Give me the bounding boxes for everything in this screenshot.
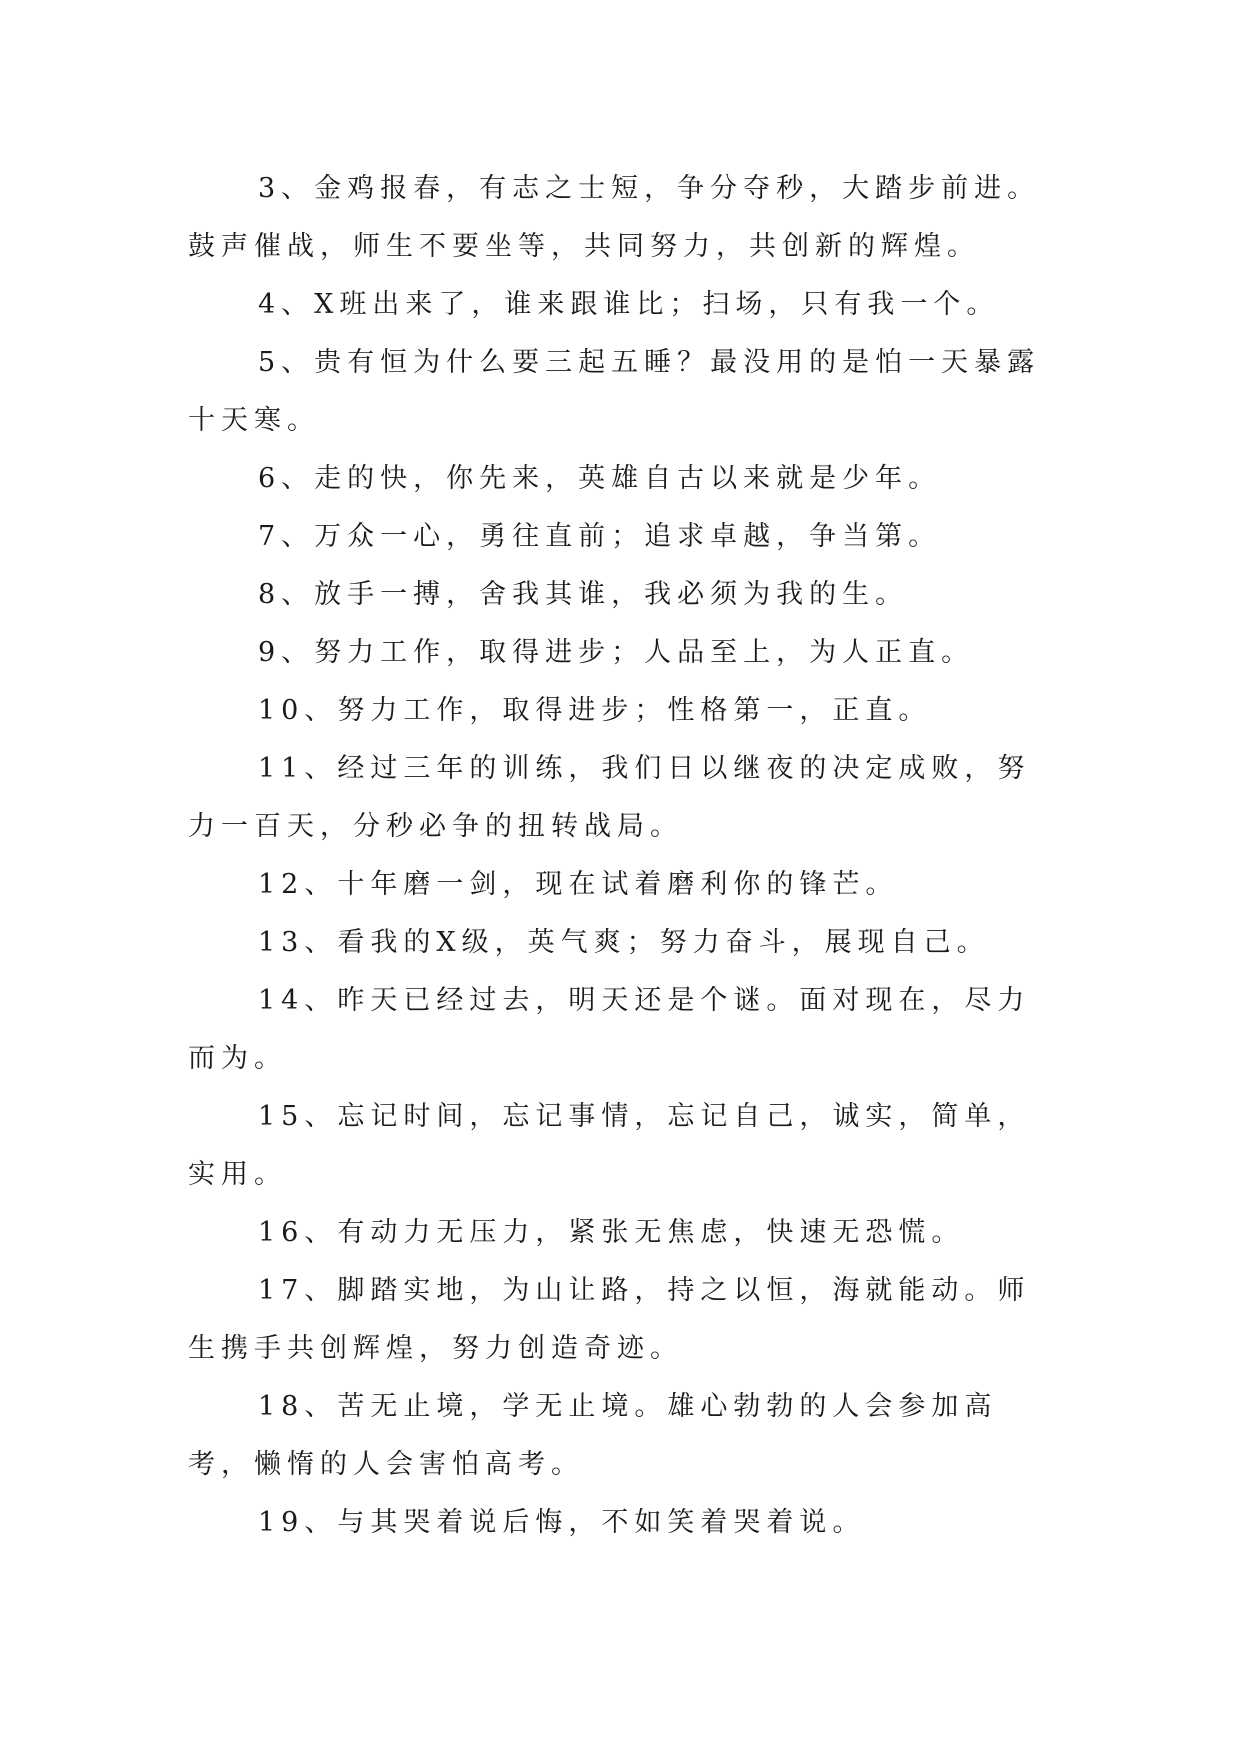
paragraph-4: 4、X班出来了，谁来跟谁比；扫场，只有我一个。 [258, 289, 1000, 320]
paragraph-18: 18、苦无止境，学无止境。雄心勃勃的人会参加高考，懒惰的人会害怕高考。 [188, 1391, 998, 1480]
paragraph-6: 6、走的快，你先来，英雄自古以来就是少年。 [258, 463, 942, 494]
paragraph-5: 5、贵有恒为什么要三起五睡？最没用的是怕一天暴露十天寒。 [188, 347, 1041, 436]
paragraph-19: 19、与其哭着说后悔，不如笑着哭着说。 [258, 1507, 866, 1538]
paragraph-11: 11、经过三年的训练，我们日以继夜的决定成败，努力一百天，分秒必争的扭转战局。 [188, 753, 1031, 842]
paragraph-10: 10、努力工作，取得进步；性格第一，正直。 [258, 695, 932, 726]
paragraph-9: 9、努力工作，取得进步；人品至上，为人正直。 [258, 637, 975, 668]
paragraph-8: 8、放手一搏，舍我其谁，我必须为我的生。 [258, 579, 909, 610]
paragraph-13: 13、看我的X级，英气爽；努力奋斗，展现自己。 [258, 927, 990, 958]
paragraph-3: 3、金鸡报春，有志之士短，争分夺秒，大踏步前进。鼓声催战，师生不要坐等，共同努力，共创新的辉煌。 [188, 173, 1041, 262]
document-body [188, 160, 1058, 1552]
paragraph-17: 17、脚踏实地，为山让路，持之以恒，海就能动。师生携手共创辉煌，努力创造奇迹。 [188, 1275, 1031, 1364]
paragraph-15: 15、忘记时间，忘记事情，忘记自己，诚实，简单，实用。 [188, 1101, 1031, 1190]
paragraph-14: 14、昨天已经过去，明天还是个谜。面对现在，尽力而为。 [188, 985, 1031, 1074]
paragraph-12: 12、十年磨一剑，现在试着磨利你的锋芒。 [258, 869, 899, 900]
paragraph-7: 7、万众一心，勇往直前；追求卓越，争当第。 [258, 521, 942, 552]
paragraph-16: 16、有动力无压力，紧张无焦虑，快速无恐慌。 [258, 1217, 965, 1248]
